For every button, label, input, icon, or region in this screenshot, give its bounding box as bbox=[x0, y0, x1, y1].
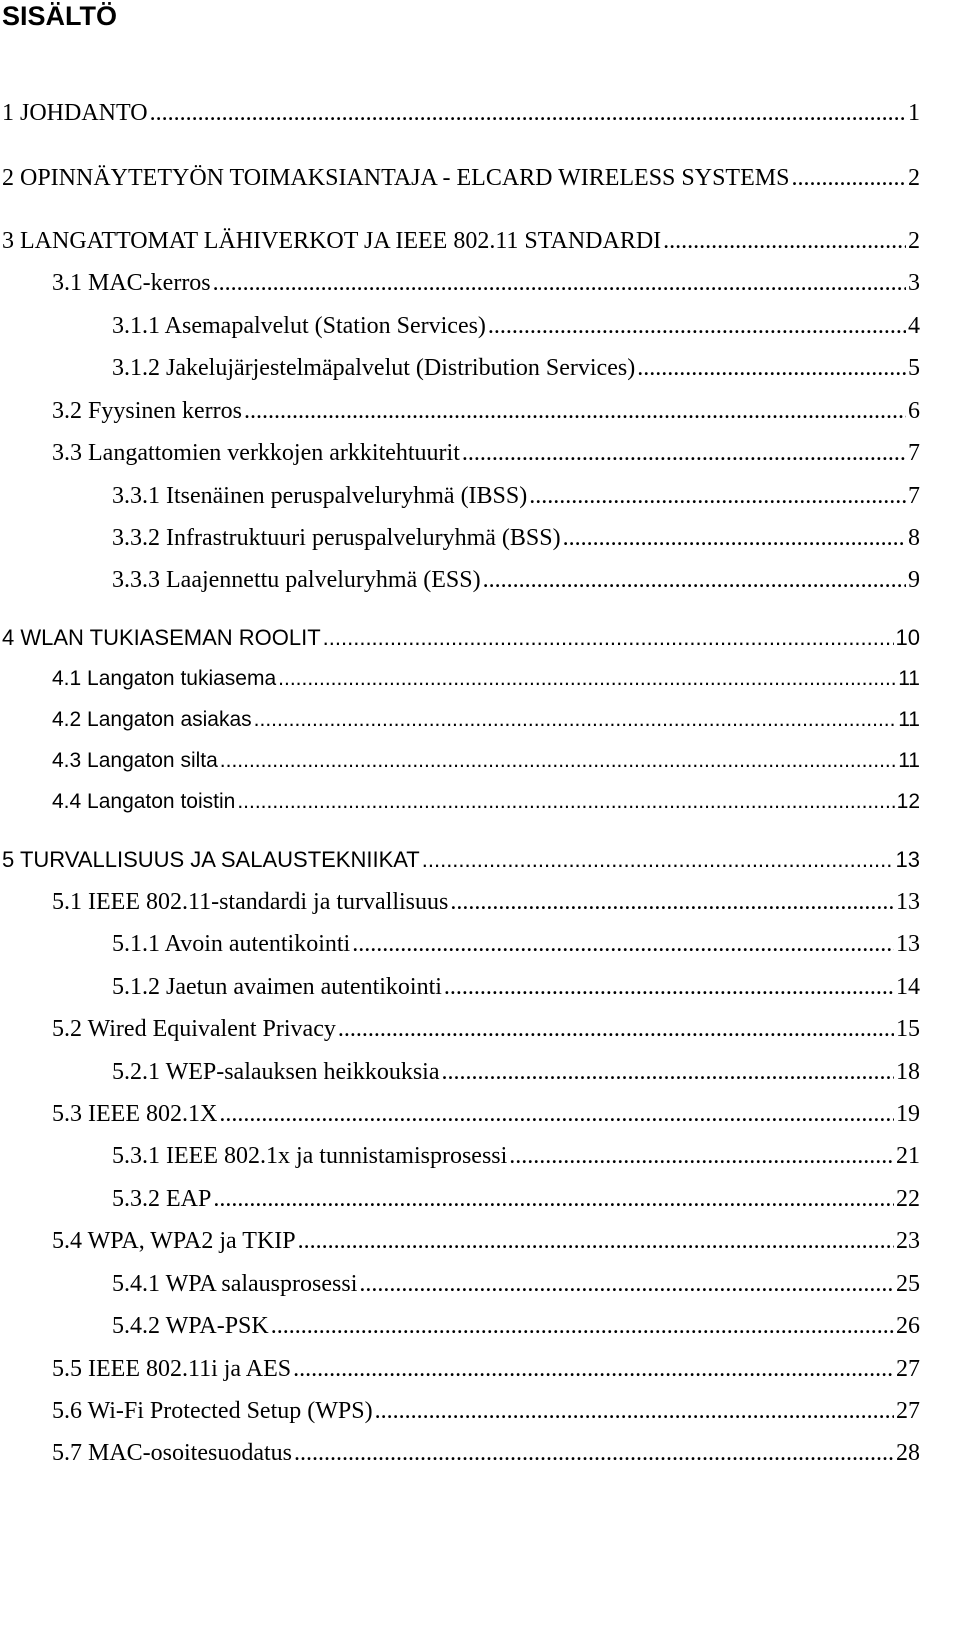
toc-entry[interactable] bbox=[52, 396, 920, 426]
toc-entry-text: 3.3.1 Itsenäinen peruspalveluryhmä (IBSS) bbox=[112, 483, 528, 509]
toc-entry-page: 18 bbox=[896, 1059, 920, 1085]
dot-leader bbox=[271, 1311, 894, 1341]
toc-entry-text: 3 LANGATTOMAT LÄHIVERKOT JA IEEE 802.11 STANDARDI bbox=[2, 228, 662, 254]
toc-entry[interactable] bbox=[52, 664, 920, 694]
dot-leader bbox=[462, 438, 906, 468]
toc-entry-text: 4.2 Langaton asiakas bbox=[52, 705, 254, 735]
toc-entry[interactable] bbox=[112, 1269, 920, 1299]
toc-entry-text: 5.3 IEEE 802.1X bbox=[52, 1101, 218, 1127]
dot-leader bbox=[663, 226, 906, 256]
toc-entry[interactable] bbox=[52, 438, 920, 468]
toc-entry[interactable] bbox=[2, 845, 920, 875]
toc-entry-page: 21 bbox=[896, 1143, 920, 1169]
toc-entry-page: 11 bbox=[896, 664, 920, 694]
toc-entry[interactable] bbox=[112, 523, 920, 553]
toc-entry[interactable] bbox=[112, 929, 920, 959]
toc-entry-text: 3.1.1 Asemapalvelut (Station Services) bbox=[112, 313, 486, 339]
toc-entry-text: 5.4.2 WPA-PSK bbox=[112, 1313, 269, 1339]
toc-entry-page: 28 bbox=[896, 1440, 920, 1466]
toc-entry[interactable] bbox=[52, 1014, 920, 1044]
toc-entry-page: 6 bbox=[908, 398, 920, 424]
dot-leader bbox=[509, 1141, 894, 1171]
toc-entry-page: 2 bbox=[908, 228, 920, 254]
dot-leader bbox=[450, 887, 894, 917]
dot-leader bbox=[213, 268, 906, 298]
toc-entry-page: 26 bbox=[896, 1313, 920, 1339]
toc-entry-text: 3.3.3 Laajennettu palveluryhmä (ESS) bbox=[112, 567, 481, 593]
toc-entry-page: 7 bbox=[908, 440, 920, 466]
toc-entry[interactable] bbox=[112, 972, 920, 1002]
toc-entry-text: 2 OPINNÄYTETYÖN TOIMAKSIANTAJA - ELCARD WIRELESS SYSTEMS bbox=[2, 165, 790, 191]
toc-entry-page: 3 bbox=[908, 270, 920, 296]
toc-entry-text: 5.5 IEEE 802.11i ja AES bbox=[52, 1356, 292, 1382]
toc-entry-page: 5 bbox=[908, 355, 920, 381]
toc-entry[interactable] bbox=[112, 1057, 920, 1087]
toc-entry-text: 3.3.2 Infrastruktuuri peruspalveluryhmä (BSS) bbox=[112, 525, 561, 551]
toc-entry-page: 27 bbox=[896, 1356, 920, 1382]
toc-entry[interactable] bbox=[112, 1184, 920, 1214]
dot-leader bbox=[254, 705, 897, 735]
toc-entry[interactable] bbox=[2, 98, 920, 128]
toc-entry-text: 5.6 Wi-Fi Protected Setup (WPS) bbox=[52, 1398, 373, 1424]
toc-title: SISÄLTÖ bbox=[2, 1, 118, 31]
toc-entry[interactable] bbox=[2, 623, 920, 653]
dot-leader bbox=[359, 1269, 894, 1299]
dot-leader bbox=[529, 481, 906, 511]
dot-leader bbox=[338, 1014, 894, 1044]
toc-entry-page: 15 bbox=[896, 1016, 920, 1042]
dot-leader bbox=[375, 1396, 894, 1426]
toc-entry-text: 1 JOHDANTO bbox=[2, 100, 148, 126]
toc-entry[interactable] bbox=[52, 268, 920, 298]
toc-entry-text: 5.1.2 Jaetun avaimen autentikointi bbox=[112, 974, 442, 1000]
dot-leader bbox=[483, 565, 906, 595]
dot-leader bbox=[237, 787, 894, 817]
toc-entry[interactable] bbox=[112, 481, 920, 511]
dot-leader bbox=[323, 623, 894, 653]
dot-leader bbox=[352, 929, 894, 959]
dot-leader bbox=[294, 1438, 894, 1468]
dot-leader bbox=[278, 664, 896, 694]
toc-entry-page: 25 bbox=[896, 1271, 920, 1297]
dot-leader bbox=[791, 163, 906, 193]
toc-entry[interactable] bbox=[52, 1354, 920, 1384]
toc-entry-text: 5.2 Wired Equivalent Privacy bbox=[52, 1016, 336, 1042]
toc-entry-page: 27 bbox=[896, 1398, 920, 1424]
toc-entry-page: 7 bbox=[908, 483, 920, 509]
dot-leader bbox=[213, 1184, 894, 1214]
toc-entry-text: 4.3 Langaton silta bbox=[52, 746, 220, 776]
toc-entry[interactable] bbox=[112, 1311, 920, 1341]
toc-entry-text: 5.3.1 IEEE 802.1x ja tunnistamisprosessi bbox=[112, 1143, 508, 1169]
toc-entry-text: 3.1.2 Jakelujärjestelmäpalvelut (Distribution Services) bbox=[112, 355, 636, 381]
toc-entry[interactable] bbox=[52, 746, 920, 776]
toc-entry[interactable] bbox=[52, 1226, 920, 1256]
dot-leader bbox=[220, 746, 896, 776]
toc-entry-text: 3.3 Langattomien verkkojen arkkitehtuurit bbox=[52, 440, 460, 466]
dot-leader bbox=[219, 1099, 894, 1129]
toc-entry-text: 5.4.1 WPA salausprosessi bbox=[112, 1271, 358, 1297]
toc-entry-text: 5.1.1 Avoin autentikointi bbox=[112, 931, 351, 957]
toc-entry-page: 11 bbox=[896, 705, 920, 735]
dot-leader bbox=[488, 311, 906, 341]
toc-entry-text: 4.4 Langaton toistin bbox=[52, 787, 237, 817]
dot-leader bbox=[422, 845, 894, 875]
toc-entry[interactable] bbox=[52, 1438, 920, 1468]
toc-entry-text: 5.3.2 EAP bbox=[112, 1186, 212, 1212]
toc-entry-page: 10 bbox=[894, 623, 920, 653]
dot-leader bbox=[442, 1057, 894, 1087]
toc-entry-page: 12 bbox=[895, 787, 920, 817]
toc-entry-text: 5.4 WPA, WPA2 ja TKIP bbox=[52, 1228, 296, 1254]
toc-entry-page: 14 bbox=[896, 974, 920, 1000]
toc-entry-text: 4.1 Langaton tukiasema bbox=[52, 664, 278, 694]
toc-entry[interactable] bbox=[112, 353, 920, 383]
toc-entry-page: 1 bbox=[908, 100, 920, 126]
toc-entry[interactable] bbox=[52, 705, 920, 735]
toc-entry[interactable] bbox=[2, 163, 920, 193]
toc-entry[interactable] bbox=[52, 1099, 920, 1129]
toc-entry-page: 9 bbox=[908, 567, 920, 593]
toc-entry[interactable] bbox=[2, 226, 920, 256]
toc-entry-text: 3.1 MAC-kerros bbox=[52, 270, 211, 296]
toc-entry[interactable] bbox=[52, 887, 920, 917]
dot-leader bbox=[293, 1354, 894, 1384]
dot-leader bbox=[444, 972, 894, 1002]
dot-leader bbox=[298, 1226, 894, 1256]
dot-leader bbox=[563, 523, 906, 553]
toc-entry-page: 8 bbox=[908, 525, 920, 551]
toc-entry[interactable] bbox=[112, 565, 920, 595]
dot-leader bbox=[150, 98, 906, 128]
toc-entry-page: 22 bbox=[896, 1186, 920, 1212]
toc-entry-text: 5.2.1 WEP-salauksen heikkouksia bbox=[112, 1059, 440, 1085]
toc-entry-page: 11 bbox=[896, 746, 920, 776]
toc-entry-page: 13 bbox=[894, 845, 920, 875]
toc-entry-text: 4 WLAN TUKIASEMAN ROOLIT bbox=[2, 623, 323, 653]
toc-entry[interactable] bbox=[52, 787, 920, 817]
dot-leader bbox=[244, 396, 906, 426]
toc-entry[interactable] bbox=[112, 311, 920, 341]
toc-entry-text: 3.2 Fyysinen kerros bbox=[52, 398, 242, 424]
toc-entry[interactable] bbox=[112, 1141, 920, 1171]
toc-entry-page: 13 bbox=[896, 889, 920, 915]
toc-entry-page: 19 bbox=[896, 1101, 920, 1127]
toc-entry-text: 5 TURVALLISUUS JA SALAUSTEKNIIKAT bbox=[2, 845, 422, 875]
toc-entry-text: 5.1 IEEE 802.11-standardi ja turvallisuus bbox=[52, 889, 449, 915]
toc-entry-page: 4 bbox=[908, 313, 920, 339]
toc-entry-text: 5.7 MAC-osoitesuodatus bbox=[52, 1440, 292, 1466]
toc-entry-page: 13 bbox=[896, 931, 920, 957]
toc-entry[interactable] bbox=[52, 1396, 920, 1426]
toc-entry-page: 2 bbox=[908, 165, 920, 191]
toc-entry-page: 23 bbox=[896, 1228, 920, 1254]
dot-leader bbox=[637, 353, 906, 383]
